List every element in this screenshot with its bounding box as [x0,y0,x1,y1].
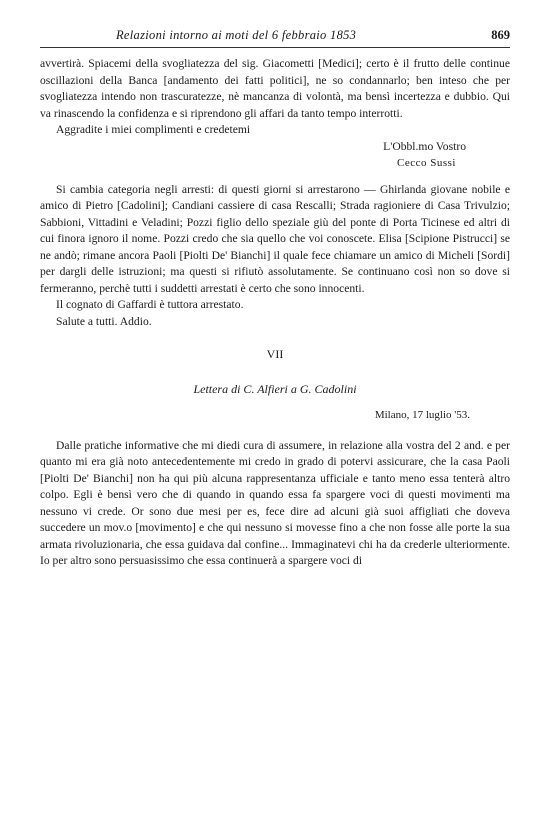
spacer [40,424,510,438]
paragraph-letter-body: Dalle pratiche informative che mi diedi cura di assumere, in relazione alla vostra del 2 and. e per quanto mi era già noto antecedentemente mi credo in grado di potervi assicurare, che la casa Paoli [Piolti De' Bianchi] non ha qui più alcuna rappresentanza ufficiale e tanto meno essa tenterà altro colpo. Egli è bensì vero che di quando in quando essa fa spargere voci di questi movimenti ma nessuno vi crede. Or sono due mesi per es, fece dire ad alcuni già suoi affigliati che doveva succedere un mov.o [movimento] e che qui nessuno si movesse fino a che non fosse alle porte la sua armata rivoluzionaria, che essa guidava dal confine... Immaginatevi chi ha da crederle ulteriormente. Io per altro sono persuasissimo che essa continuerà a spargere voci di [40,438,510,567]
header-rule [40,47,510,48]
page-number: 869 [491,28,510,42]
body-text [40,56,510,570]
signature-block [40,139,510,172]
page-header [40,26,510,46]
letter-dateline: Milano, 17 luglio '53. [374,409,470,421]
signature-name: Cecco Sussi [397,157,456,169]
signature-closing: L'Obbl.mo Vostro [383,139,466,153]
section-number: VII [266,347,284,361]
letter-title: Lettera di C. Alfieri a G. Cadolini [193,381,357,396]
paragraph-cognato: Il cognato di Gaffardi è tuttora arrestato. [56,298,244,311]
spacer [40,172,510,182]
paragraph-closing: Aggradite i miei complimenti e credetemi [56,123,251,136]
running-title: Relazioni intorno ai moti del 6 febbraio 1853 [116,28,357,42]
paragraph-continuation: avvertirà. Spiacemi della svogliatezza del sig. Giacometti [Medici]; certo è il frutto delle continue oscillazioni della Banca [andamento dei fatti politici], ne so condannarlo; ben inteso che per svogliatezza intendo non trascuratezze, nè mancanza di volontà, ma bensì incertezza e dubbio. Qui va rinascendo la confidenza e si riprendono gli affari da tanto tempo interrotti. [40,57,510,120]
paragraph-arrests: Si cambia categoria negli arresti: di questi giorni si arrestarono — Ghirlanda giovane nobile e amico di Pietro [Cadolini]; Candiani cassiere di casa Rescalli; Strada ragioniere di Casa Trivulzio; Sabbioni, Vittadini e Veladini; Pozzi figlio dello speziale giù del ponte di Porta Ticinese ed altri di cui finora ignoro il nome. Pozzi credo che sia quello che voi conoscete. Elisa [Scipione Pistrucci] se ne andò; rimane ancora Paoli [Piolti De' Bianchi] il quale fece chiamare un amico di Micheli [Sordi] per dargli delle istruzioni; ma questi si rifiutò assolutamente. Se continuano così non so dove si fermeranno, perchè tutti i suddetti arrestati è certo che sono innocenti. [40,182,510,295]
paragraph-salute: Salute a tutti. Addio. [56,314,152,328]
